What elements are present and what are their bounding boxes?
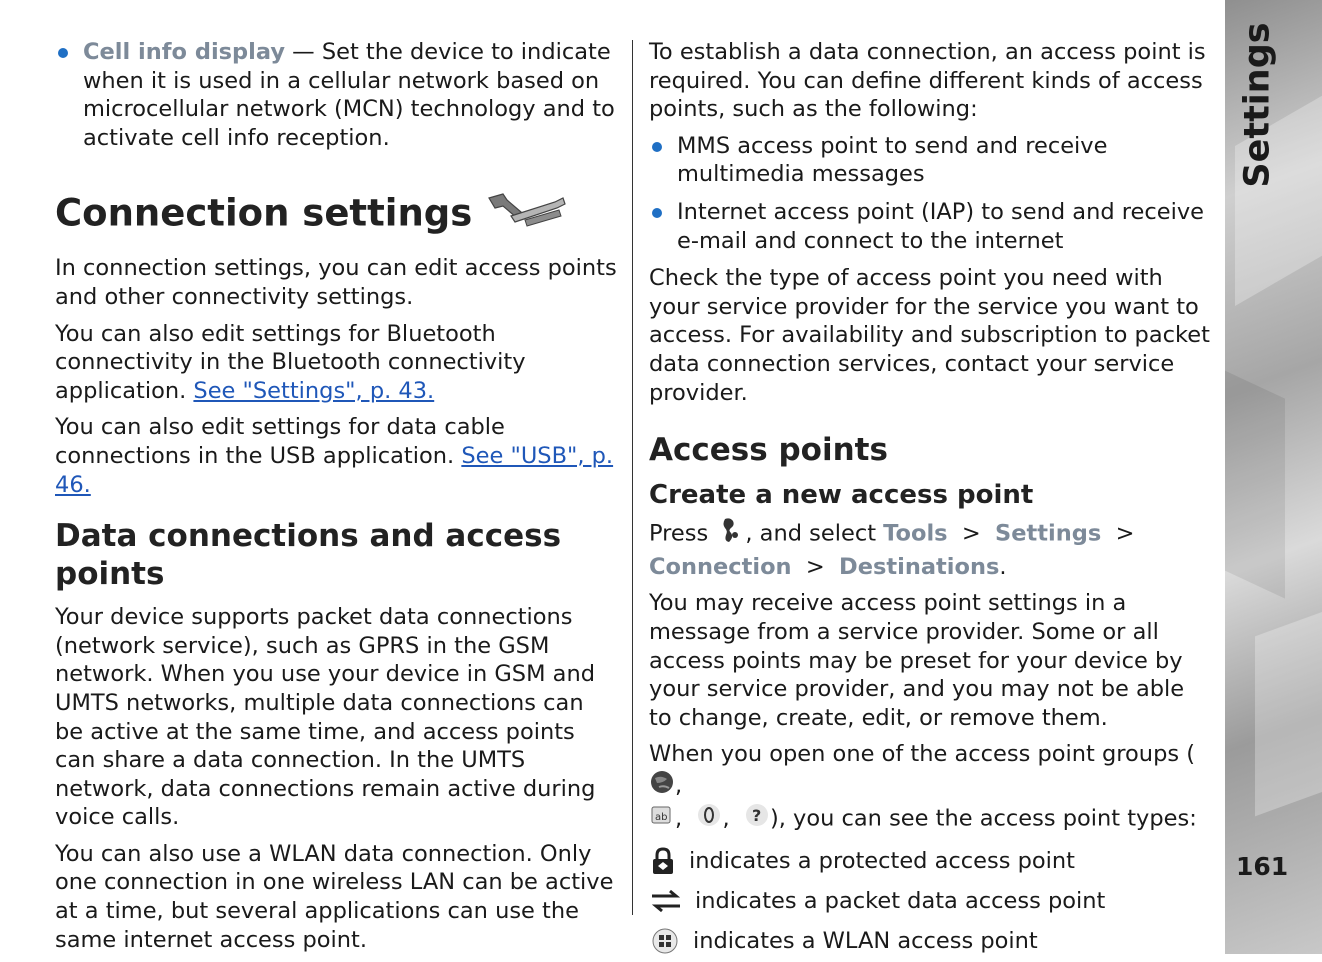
right-column (649, 38, 1211, 956)
protected-ap-text: indicates a protected access point (689, 847, 1075, 874)
cell-info-item (55, 38, 617, 152)
packet-data-icon (649, 887, 683, 915)
chapter-title (1232, 22, 1284, 188)
usb-text: You can also edit settings for data cable connections in the USB application. (55, 414, 505, 469)
wlan-ap-text: indicates a WLAN access point (693, 927, 1038, 954)
check-paragraph: Check the type of access point you need with your service provider for the service you want to access. For availability and subscription to packet data connection services, contact your service provider. (649, 265, 1210, 406)
menu-connection: Connection (649, 553, 792, 580)
menu-settings: Settings (995, 520, 1102, 547)
packet-data-paragraph: Your device supports packet data connections (network service), such as GPRS in the GSM network. When you use your device in GSM and UMTS networks, multiple data connections can be active at the same time, and access points can share a data connection. In the UMTS network, data connections remain active during voice calls. (55, 604, 596, 831)
zero-circle-icon (696, 802, 722, 836)
globe-icon (649, 769, 675, 803)
left-column (55, 38, 617, 962)
chapter-title-text: Settings (1238, 22, 1278, 188)
wlan-icon (649, 927, 681, 955)
menu-key-icon (715, 515, 745, 553)
list-item: MMS access point to send and receive multimedia messages (649, 132, 1211, 189)
question-icon (744, 802, 770, 836)
usb-paragraph (55, 413, 617, 499)
bluetooth-paragraph (55, 320, 617, 406)
svg-text:ab: ab (655, 812, 668, 824)
intro-paragraph: In connection settings, you can edit access points and other connectivity settings. (55, 255, 617, 310)
wlan-ap-row (649, 926, 1211, 956)
menu-tools: Tools (883, 520, 948, 547)
svg-text:?: ? (751, 806, 762, 826)
bluetooth-text: You can also edit settings for Bluetooth connectivity in the Bluetooth connectivity application. (55, 320, 526, 404)
data-connections-heading: Data connections and access points (55, 518, 562, 593)
list-item: Internet access point (IAP) to send and receive e-mail and connect to the internet (649, 198, 1211, 255)
cell-info-term: Cell info display (83, 39, 286, 65)
lock-icon (649, 847, 677, 875)
groups-paragraph: When you open one of the access point groups (, ab , , ? ), you can see the access point types: (649, 740, 1211, 836)
tools-wrench-icon (485, 190, 569, 240)
column-divider (632, 40, 633, 915)
protected-ap-row (649, 846, 1211, 876)
packet-data-ap-text: indicates a packet data access point (695, 887, 1106, 914)
cell-info-text: — Set the device to indicate when it is used in a cellular network based on microcellular network (MCN) technology and to activate cell info reception. (83, 39, 615, 151)
packet-data-ap-row (649, 886, 1211, 916)
group-icon (649, 802, 675, 836)
usb-link[interactable]: See "USB", p. 46. (55, 442, 614, 498)
connection-settings-heading (55, 190, 617, 240)
access-point-intro: To establish a data connection, an access point is required. You can define different kinds of access points, such as the following: (649, 39, 1206, 123)
access-points-heading: Access points (649, 432, 888, 469)
press-instruction: Press , and select Tools > Settings > Connection > Destinations. (649, 515, 1211, 581)
create-access-point-heading: Create a new access point (649, 480, 1034, 511)
wlan-paragraph: You can also use a WLAN data connection. Only one connection in one wireless LAN can be active at a time, but several applications can use the same internet access point. (55, 840, 614, 953)
receive-paragraph: You may receive access point settings in a message from a service provider. Some or all access points may be preset for your device by your service provider, and you may not be able to change, create, edit, or remove them. (649, 590, 1185, 731)
settings-link[interactable]: See "Settings", p. 43. (193, 377, 435, 404)
connection-settings-title: Connection settings (55, 191, 473, 235)
page-number: 161 (1236, 852, 1289, 881)
menu-destinations: Destinations (839, 553, 1000, 580)
